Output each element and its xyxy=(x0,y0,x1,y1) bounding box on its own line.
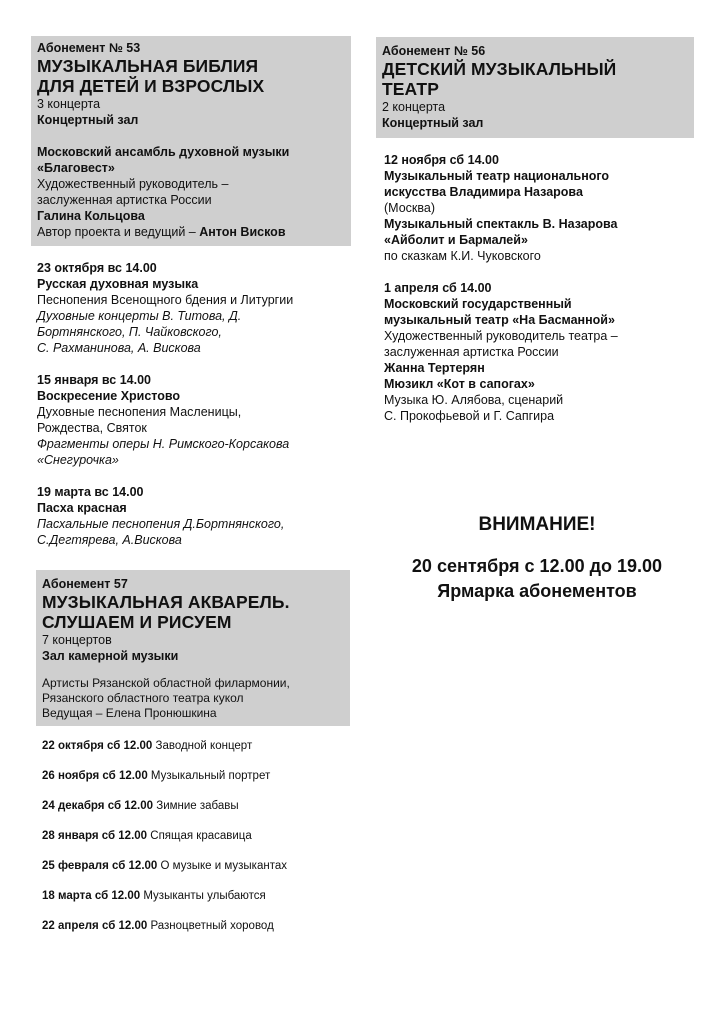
subscription-title-line1: МУЗЫКАЛЬНАЯ АКВАРЕЛЬ. xyxy=(42,592,290,612)
event-person: Жанна Тертерян xyxy=(384,361,485,375)
event-show: Музыкальный спектакль В. Назарова xyxy=(384,217,618,231)
subscription-56 xyxy=(376,37,694,424)
schedule-title: О музыке и музыкантах xyxy=(157,860,287,872)
event-title: Русская духовная музыка xyxy=(37,277,199,291)
author-name: Антон Висков xyxy=(199,225,286,239)
event-italic: Духовные концерты В. Титова, Д. xyxy=(37,309,242,323)
schedule-title: Заводной концерт xyxy=(152,740,253,752)
event-date: 23 октября вс 14.00 xyxy=(37,261,157,275)
notice-line2: Ярмарка абонементов xyxy=(437,581,637,601)
event-item xyxy=(37,484,345,548)
notice-heading: ВНИМАНИЕ! xyxy=(478,514,596,535)
hall-name: Концертный зал xyxy=(37,113,139,127)
event-show: Мюзикл «Кот в сапогах» xyxy=(384,377,535,391)
event-desc: Песнопения Всенощного бдения и Литургии xyxy=(37,293,294,307)
event-credits: Музыка Ю. Алябова, сценарий xyxy=(384,393,564,407)
schedule-title: Музыканты улыбаются xyxy=(140,890,266,902)
event-org: Музыкальный театр национального xyxy=(384,169,610,183)
schedule-date: 18 марта сб 12.00 xyxy=(42,890,141,902)
schedule-row xyxy=(42,828,252,844)
director-role-line2: заслуженная артистка России xyxy=(37,193,212,207)
subscription-57-header xyxy=(36,570,350,726)
concert-count: 2 концерта xyxy=(382,100,446,114)
event-org: Московский государственный xyxy=(384,297,572,311)
notice-line1: 20 сентября с 12.00 до 19.00 xyxy=(411,556,663,576)
subscription-title-line1: МУЗЫКАЛЬНАЯ БИБЛИЯ xyxy=(37,56,259,76)
schedule-date: 26 ноября сб 12.00 xyxy=(42,770,148,782)
subscription-title-line1: ДЕТСКИЙ МУЗЫКАЛЬНЫЙ xyxy=(382,59,617,79)
event-based: по сказкам К.И. Чуковского xyxy=(384,249,541,263)
subscription-57 xyxy=(36,570,350,726)
ensemble-line1: Московский ансамбль духовной музыки xyxy=(37,145,290,159)
ensemble-line2: «Благовест» xyxy=(37,161,115,175)
concert-count: 7 концертов xyxy=(42,633,112,647)
event-date: 19 марта вс 14.00 xyxy=(37,485,144,499)
event-title: Воскресение Христово xyxy=(37,389,181,403)
schedule-row xyxy=(42,798,239,814)
schedule-date: 22 апреля сб 12.00 xyxy=(42,920,148,932)
event-item xyxy=(384,152,688,264)
schedule-date: 22 октября сб 12.00 xyxy=(42,740,153,752)
subscription-56-header xyxy=(376,37,694,138)
event-item xyxy=(37,260,345,356)
schedule-title: Разноцветный хоровод xyxy=(147,920,274,932)
event-role: Художественный руководитель театра – xyxy=(384,329,618,343)
director-role-line1: Художественный руководитель – xyxy=(37,177,229,191)
author-line xyxy=(37,224,345,240)
schedule-title: Зимние забавы xyxy=(153,800,239,812)
event-city: (Москва) xyxy=(384,201,436,215)
event-italic: С.Дегтярева, А.Вискова xyxy=(37,533,182,547)
subscription-number: Абонемент 57 xyxy=(42,577,128,591)
subscription-title-line2: ТЕАТР xyxy=(382,79,439,99)
event-org: музыкальный театр «На Басманной» xyxy=(384,313,615,327)
subscription-53-header xyxy=(31,36,351,246)
subscription-53 xyxy=(31,36,351,548)
event-italic: Пасхальные песнопения Д.Бортнянского, xyxy=(37,517,285,531)
schedule-row xyxy=(42,918,274,934)
concert-count: 3 концерта xyxy=(37,97,101,111)
event-date: 12 ноября сб 14.00 xyxy=(384,153,499,167)
event-date: 1 апреля сб 14.00 xyxy=(384,281,492,295)
schedule-title: Музыкальный портрет xyxy=(147,770,271,782)
artists-line: Ведущая – Елена Пронюшкина xyxy=(42,706,217,720)
subscription-number: Абонемент № 53 xyxy=(37,41,141,55)
event-org: искусства Владимира Назарова xyxy=(384,185,583,199)
event-italic: Фрагменты оперы Н. Римского-Корсакова xyxy=(37,437,290,451)
event-credits: С. Прокофьевой и Г. Сапгира xyxy=(384,409,555,423)
event-show: «Айболит и Бармалей» xyxy=(384,233,528,247)
event-italic: «Снегурочка» xyxy=(37,453,119,467)
schedule-row xyxy=(42,858,287,874)
subscription-number: Абонемент № 56 xyxy=(382,44,486,58)
hall-name: Зал камерной музыки xyxy=(42,649,179,663)
event-item xyxy=(37,372,345,468)
schedule-date: 28 января сб 12.00 xyxy=(42,830,148,842)
event-italic: С. Рахманинова, А. Вискова xyxy=(37,341,201,355)
event-date: 15 января вс 14.00 xyxy=(37,373,152,387)
subscription-title-line2: СЛУШАЕМ И РИСУЕМ xyxy=(42,612,232,632)
subscription-title-line2: ДЛЯ ДЕТЕЙ И ВЗРОСЛЫХ xyxy=(37,76,265,96)
subscription-56-events xyxy=(376,138,694,424)
event-italic: Бортнянского, П. Чайковского, xyxy=(37,325,222,339)
event-desc: Духовные песнопения Масленицы, xyxy=(37,405,242,419)
event-title: Пасха красная xyxy=(37,501,127,515)
artists-line: Рязанского областного театра кукол xyxy=(42,691,244,705)
hall-name: Концертный зал xyxy=(382,116,484,130)
event-desc: Рождества, Святок xyxy=(37,421,147,435)
event-item xyxy=(384,280,688,424)
author-prefix: Автор проекта и ведущий – xyxy=(37,225,200,239)
schedule-date: 24 декабря сб 12.00 xyxy=(42,800,154,812)
schedule-row xyxy=(42,738,252,754)
event-role: заслуженная артистка России xyxy=(384,345,559,359)
artists-line: Артисты Рязанской областной филармонии, xyxy=(42,676,290,690)
schedule-date: 25 февраля сб 12.00 xyxy=(42,860,158,872)
schedule-row xyxy=(42,768,270,784)
subscription-53-events xyxy=(31,246,351,548)
schedule-row xyxy=(42,888,266,904)
schedule-title: Спящая красавица xyxy=(147,830,252,842)
director-name: Галина Кольцова xyxy=(37,209,145,223)
